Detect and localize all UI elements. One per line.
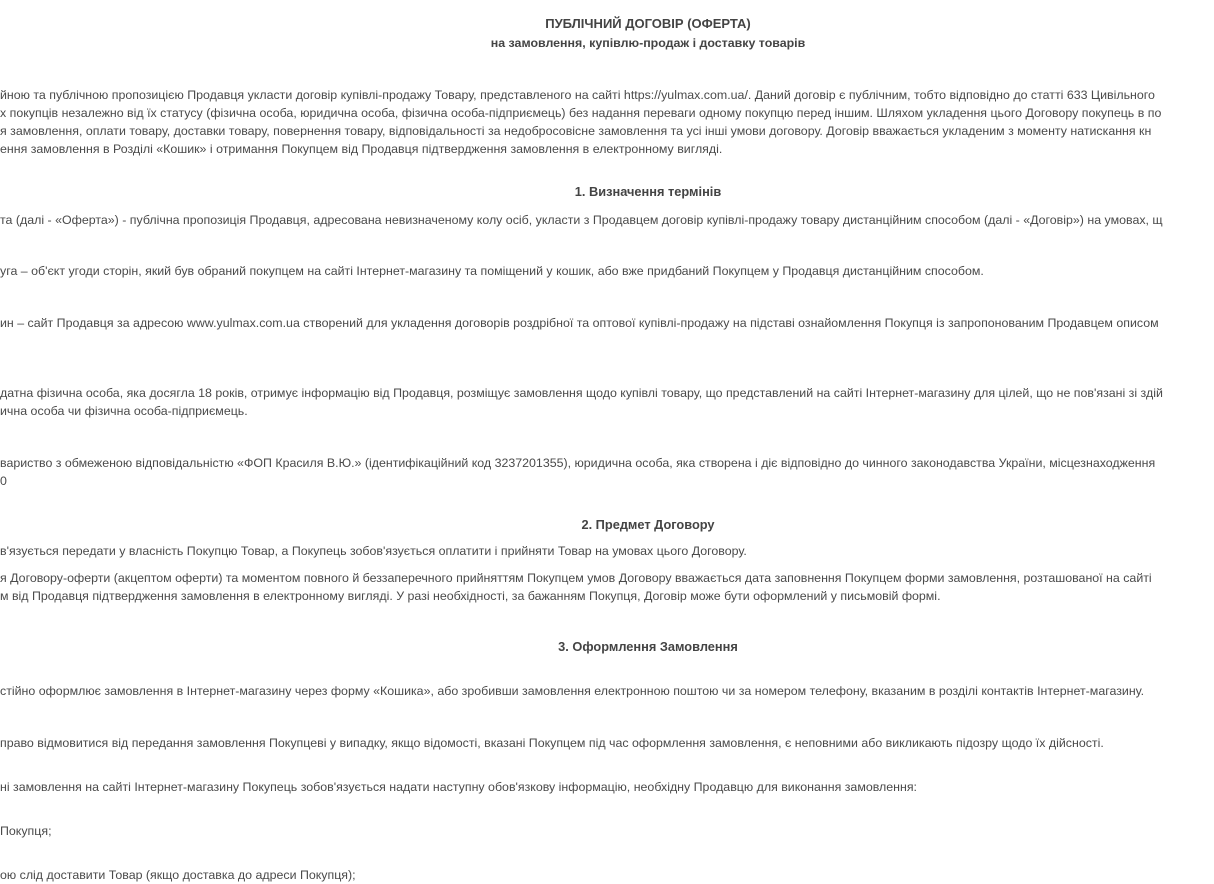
section-2-heading: 2. Предмет Договору	[581, 517, 715, 532]
order-line: право відмовитися від передання замовлення Покупцеві у випадку, якщо відомості, вказані Покупцем під час оформлення замовлення, є неповними або викликають підозру щодо їх дійсності.	[0, 736, 1104, 750]
definition-shop: ин – сайт Продавця за адресою www.yulmax.com.ua створений для укладення договорів роздрібної та оптової купівлі-продажу на підставі ознайомлення Покупця із запропонованим Продавцем описом	[0, 316, 1159, 330]
subject-line: м від Продавця підтвердження замовлення в електронному вигляді. У разі необхідності, за бажанням Покупця, Договір може бути оформлений у письмовій формі.	[0, 589, 941, 603]
definition-seller: вариство з обмеженою відповідальністю «ФОП Красиля В.Ю.» (ідентифікаційний код 3237201355), юридична особа, яка створена і діє відповідно до чинного законодавства України, місцезнаходження	[0, 456, 1156, 470]
intro-line: йною та публічною пропозицією Продавця укласти договір купівлі-продажу Товару, представленого на сайті https://yulmax.com.ua/. Даний договір є публічним, тобто відповідно до статті 633 Цивільного	[0, 88, 1155, 102]
order-line: ні замовлення на сайті Інтернет-магазину Покупець зобов'язується надати наступну обов'язкову інформацію, необхідну Продавцю для виконання замовлення:	[0, 780, 917, 794]
definition-goods: уга – об'єкт угоди сторін, який був обраний покупцем на сайті Інтернет-магазину та поміщений у кошик, або вже придбаний Покупцем у Продавця дистанційним способом.	[0, 264, 984, 278]
definition-offer: та (далі - «Оферта») - публічна пропозиція Продавця, адресована невизначеному колу осіб, укласти з Продавцем договір купівлі-продажу товару дистанційним способом (далі - «Договір») на умовах, щ	[0, 213, 1163, 227]
section-1-heading: 1. Визначення термінів	[574, 184, 722, 199]
definition-buyer-cont: ична особа чи фізична особа-підприємець.	[0, 404, 248, 418]
subject-line: в'язується передати у власність Покупцю Товар, а Покупець зобов'язується оплатити і прийняти Товар на умовах цього Договору.	[0, 544, 747, 558]
intro-line: х покупців незалежно від їх статусу (фізична особа, юридична особа, фізична особа-підприємець) без надання переваги одному покупцю перед іншим. Шляхом укладення цього Договору покупець в по	[0, 106, 1162, 120]
intro-line: я замовлення, оплати товару, доставки товару, повернення товару, відповідальності за недобросовісне замовлення та усі інші умови договору. Договір вважається укладеним з моменту натискання кн	[0, 124, 1152, 138]
intro-line: ення замовлення в Розділі «Кошик» і отримання Покупцем від Продавця підтвердження замовлення в електронному вигляді.	[0, 142, 723, 156]
definition-buyer: датна фізична особа, яка досягла 18 років, отримує інформацію від Продавця, розміщує замовлення щодо купівлі товару, що представлений на сайті Інтернет-магазину для цілей, що не пов'язані зі здій	[0, 386, 1163, 400]
section-3-heading: 3. Оформлення Замовлення	[558, 639, 738, 654]
order-line: ою слід доставити Товар (якщо доставка до адреси Покупця);	[0, 868, 356, 882]
order-line: Покупця;	[0, 824, 52, 838]
subject-line: я Договору-оферти (акцептом оферти) та моментом повного й беззаперечного прийняттям Покупцем умов Договору вважається дата заповнення Покупцем форми замовлення, розташованої на сайті	[0, 571, 1152, 585]
definition-seller-cont: 0	[0, 474, 7, 488]
order-line: стійно оформлює замовлення в Інтернет-магазину через форму «Кошика», або зробивши замовлення електронною поштою чи за номером телефону, вказаним в розділі контактів Інтернет-магазину.	[0, 684, 1145, 698]
document-subtitle: на замовлення, купівлю-продаж і доставку товарів	[490, 36, 806, 50]
document-title: ПУБЛІЧНИЙ ДОГОВІР (ОФЕРТА)	[545, 16, 751, 31]
